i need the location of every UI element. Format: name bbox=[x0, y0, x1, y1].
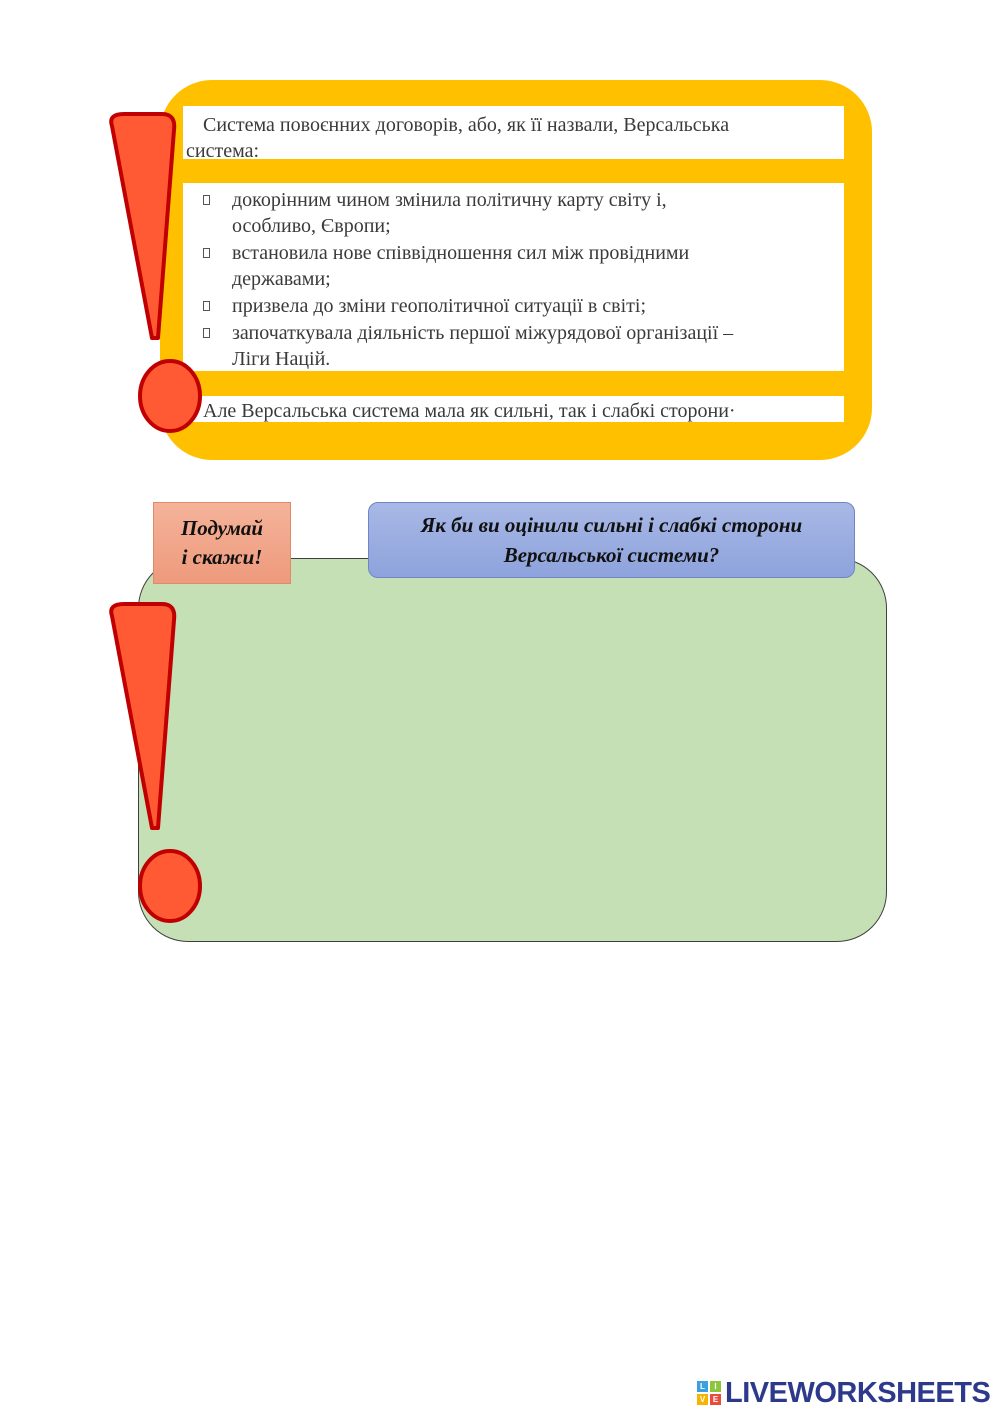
list-item-text: державами; bbox=[232, 268, 331, 290]
list-item bbox=[183, 320, 834, 371]
badge-line-2: і скажи! bbox=[181, 545, 263, 569]
think-and-say-badge bbox=[153, 502, 291, 584]
bullet-list bbox=[183, 183, 844, 371]
answer-area[interactable] bbox=[138, 558, 887, 942]
logo-squares-icon bbox=[697, 1381, 721, 1405]
list-item-text: Ліги Націй. bbox=[232, 348, 331, 370]
question-prompt bbox=[368, 502, 855, 578]
logo-square: I bbox=[710, 1381, 721, 1392]
outro-text: Але Версальська система мала як сильні, так і слабкі сторони· bbox=[183, 396, 844, 422]
logo-square: L bbox=[697, 1381, 708, 1392]
list-item-text: особливо, Європи; bbox=[232, 215, 391, 237]
exclamation-icon bbox=[104, 110, 214, 435]
exclamation-icon bbox=[104, 600, 214, 925]
liveworksheets-logo bbox=[697, 1376, 990, 1410]
list-item-text: докорінним чином змінила політичну карту світу і, bbox=[232, 189, 667, 211]
intro-line-1: Система повоєнних договорів, або, як її назвали, Версальська bbox=[203, 114, 730, 136]
intro-text bbox=[183, 106, 844, 159]
logo-text: LIVEWORKSHEETS bbox=[725, 1376, 991, 1409]
badge-line-1: Подумай bbox=[180, 516, 264, 540]
question-line-2: Версальської системи? bbox=[503, 543, 720, 567]
list-item-text: започаткувала діяльність першої міжурядової організації – bbox=[232, 322, 734, 344]
list-item bbox=[183, 293, 834, 319]
list-item-text: призвела до зміни геополітичної ситуації в світі; bbox=[232, 295, 646, 317]
list-item bbox=[183, 187, 834, 239]
question-line-1: Як би ви оцінили сильні і слабкі сторони bbox=[420, 513, 803, 537]
logo-square: V bbox=[697, 1394, 708, 1405]
list-item bbox=[183, 240, 834, 292]
list-item-text: встановила нове співвідношення сил між провідними bbox=[232, 242, 690, 264]
intro-line-2: система: bbox=[186, 140, 260, 159]
logo-square: E bbox=[710, 1394, 721, 1405]
